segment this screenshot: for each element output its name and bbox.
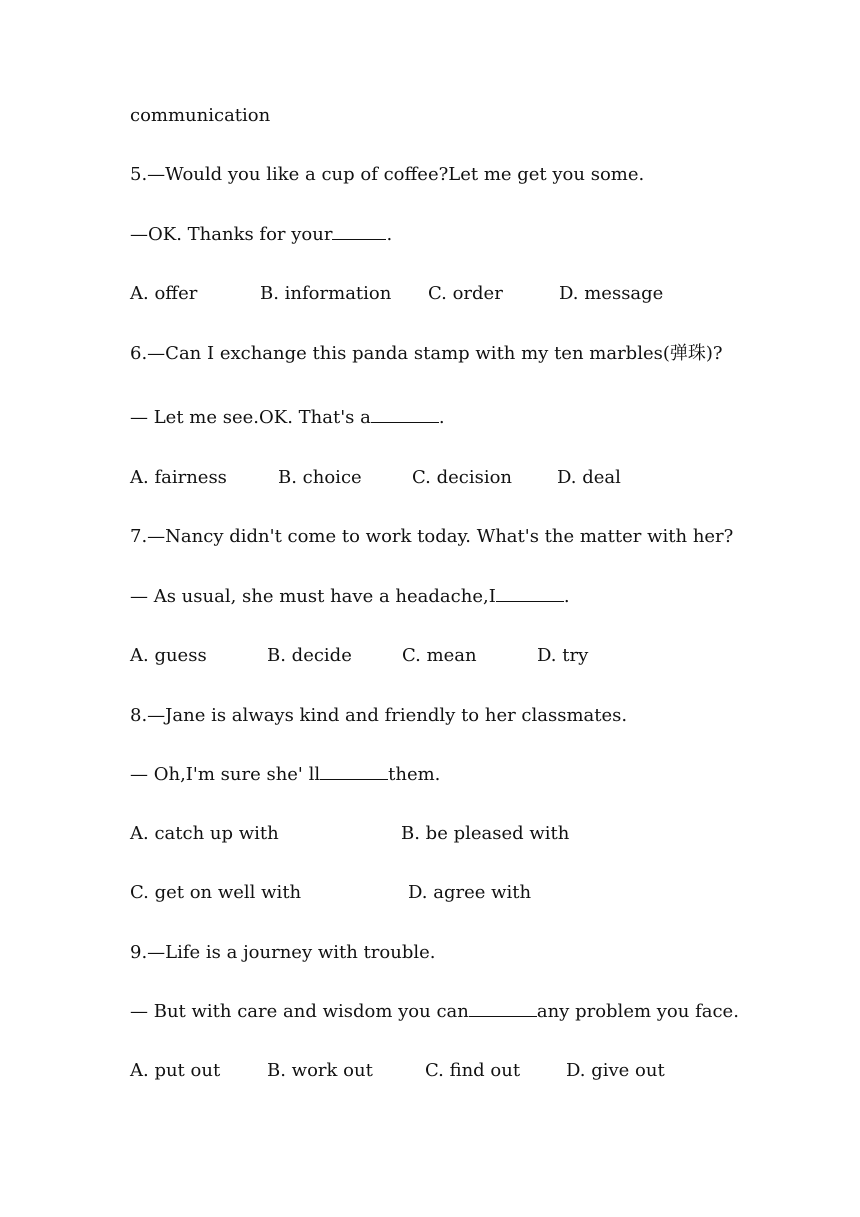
question-7-reply-end: . (563, 586, 570, 607)
question-5-option-a: A. offer (130, 283, 198, 304)
question-7-option-d: D. try (537, 645, 589, 666)
question-5-option-d: D. message (559, 283, 664, 304)
answer-blank (469, 1002, 537, 1017)
answer-blank (371, 408, 439, 423)
question-8-reply-start: — Oh,I'm sure she' ll (130, 764, 321, 785)
question-8-option-d: D. agree with (408, 882, 532, 903)
question-8-option-a: A. catch up with (130, 823, 279, 844)
question-7-option-a: A. guess (130, 645, 207, 666)
question-8-prompt: 8.—Jane is always kind and friendly to her classmates. (130, 705, 628, 726)
answer-blank (332, 225, 386, 240)
question-6-prompt: 6.—Can I exchange this panda stamp with my ten marbles(弹珠)? (130, 343, 723, 364)
question-7-reply (130, 585, 570, 609)
question-6-reply-start: — Let me see.OK. That's a (130, 407, 371, 428)
question-9-reply (130, 1000, 739, 1024)
question-5-reply-start: —OK. Thanks for your (130, 224, 333, 245)
question-8-reply (130, 763, 440, 787)
answer-blank (496, 587, 564, 602)
question-9-option-d: D. give out (566, 1060, 665, 1081)
question-5-prompt: 5.—Would you like a cup of coffee?Let me get you some. (130, 164, 645, 185)
question-8-option-c: C. get on well with (130, 882, 302, 903)
question-8-reply-end: them. (388, 764, 441, 785)
answer-blank (320, 765, 388, 780)
question-7-reply-start: — As usual, she must have a headache,I (130, 586, 496, 607)
question-6-option-b: B. choice (278, 467, 362, 488)
question-5-reply-end: . (386, 224, 393, 245)
question-9-prompt: 9.—Life is a journey with trouble. (130, 942, 436, 963)
question-9-option-a: A. put out (130, 1060, 221, 1081)
question-8-option-b: B. be pleased with (401, 823, 570, 844)
question-9-option-b: B. work out (267, 1060, 373, 1081)
question-5-reply (130, 223, 392, 247)
question-6-reply (130, 406, 445, 430)
question-9-option-c: C. find out (425, 1060, 521, 1081)
question-6-option-d: D. deal (557, 467, 621, 488)
question-9-reply-end: any problem you face. (536, 1001, 739, 1022)
question-7-option-c: C. mean (402, 645, 477, 666)
question-7-option-b: B. decide (267, 645, 352, 666)
continued-text: communication (130, 105, 271, 126)
question-5-option-b: B. information (260, 283, 392, 304)
question-7-prompt: 7.—Nancy didn't come to work today. What's the matter with her? (130, 526, 734, 547)
question-6-option-c: C. decision (412, 467, 513, 488)
question-6-option-a: A. fairness (130, 467, 227, 488)
question-6-reply-end: . (438, 407, 445, 428)
question-5-option-c: C. order (428, 283, 503, 304)
question-9-reply-start: — But with care and wisdom you can (130, 1001, 469, 1022)
